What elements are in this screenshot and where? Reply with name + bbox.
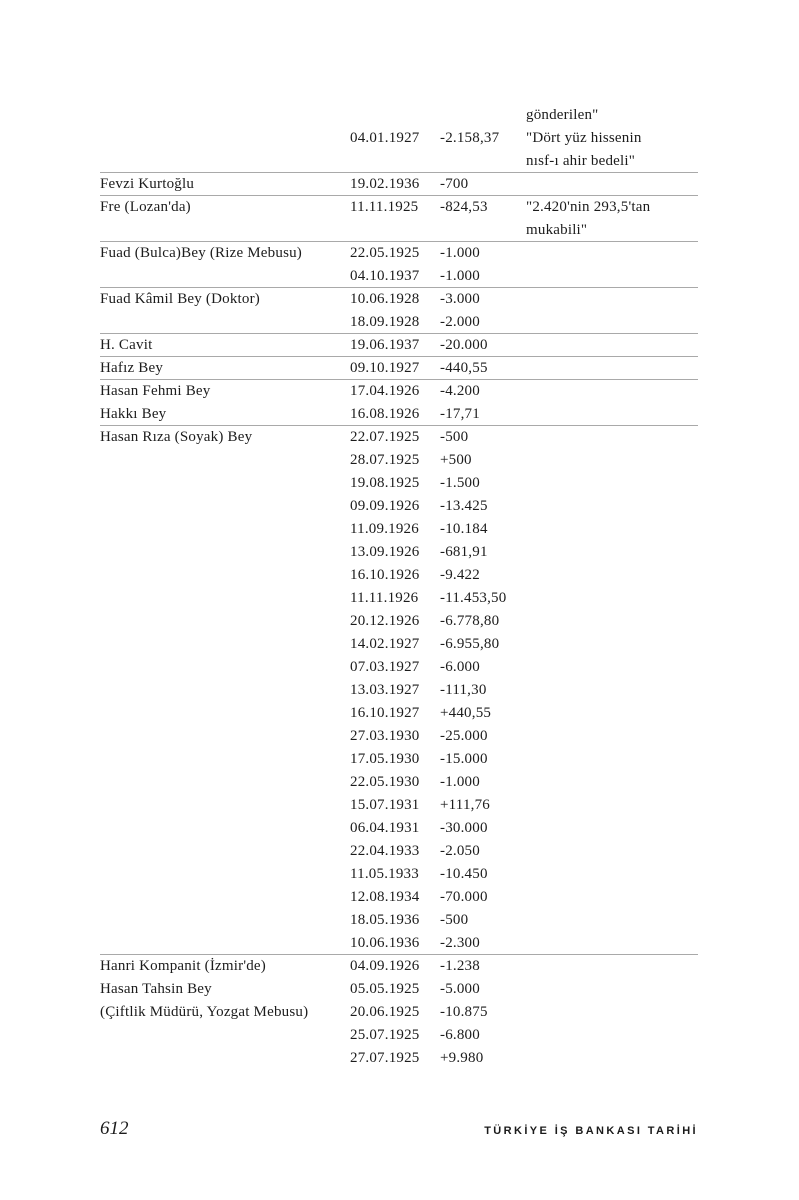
table-row: [100, 127, 698, 150]
table-row: [100, 150, 698, 173]
table-row: [100, 495, 698, 518]
table-section: [100, 954, 698, 1070]
cell-name: Hakkı Bey: [100, 406, 167, 422]
cell-amount: -20.000: [440, 337, 488, 353]
book-title: TÜRKİYE İŞ BANKASI TARİHİ: [484, 1125, 698, 1137]
table-row: [100, 656, 698, 679]
cell-date: 27.07.1925: [350, 1050, 420, 1066]
cell-date: 19.02.1936: [350, 176, 420, 192]
table-row: [100, 702, 698, 725]
table-row: [100, 219, 698, 242]
cell-amount: -1.500: [440, 475, 480, 491]
cell-date: 18.09.1928: [350, 314, 420, 330]
table-section: [100, 287, 698, 334]
cell-amount: -2.158,37: [440, 130, 500, 146]
cell-name: Hasan Rıza (Soyak) Bey: [100, 429, 253, 445]
cell-date: 14.02.1927: [350, 636, 420, 652]
cell-amount: -10.875: [440, 1004, 488, 1020]
table-row: [100, 380, 698, 403]
table-row: [100, 518, 698, 541]
table-row: [100, 840, 698, 863]
table-row: [100, 679, 698, 702]
cell-date: 10.06.1936: [350, 935, 420, 951]
table-row: [100, 794, 698, 817]
cell-amount: -13.425: [440, 498, 488, 514]
cell-amount: +9.980: [440, 1050, 484, 1066]
table-row: [100, 932, 698, 955]
cell-date: 27.03.1930: [350, 728, 420, 744]
cell-amount: -10.450: [440, 866, 488, 882]
cell-amount: -1.000: [440, 774, 480, 790]
cell-date: 05.05.1925: [350, 981, 420, 997]
table-row: [100, 886, 698, 909]
cell-amount: +440,55: [440, 705, 492, 721]
table-row: [100, 104, 698, 127]
cell-note: nısf-ı ahir bedeli": [526, 153, 636, 169]
cell-amount: -2.000: [440, 314, 480, 330]
cell-date: 09.09.1926: [350, 498, 420, 514]
cell-amount: -2.300: [440, 935, 480, 951]
cell-date: 11.09.1926: [350, 521, 419, 537]
table-row: [100, 955, 698, 978]
cell-amount: -6.778,80: [440, 613, 500, 629]
table-section: [100, 172, 698, 196]
cell-date: 22.04.1933: [350, 843, 420, 859]
cell-date: 22.05.1930: [350, 774, 420, 790]
cell-amount: -1.000: [440, 268, 480, 284]
cell-date: 07.03.1927: [350, 659, 420, 675]
cell-date: 28.07.1925: [350, 452, 420, 468]
table-row: [100, 863, 698, 886]
table-section: [100, 104, 698, 173]
cell-date: 20.12.1926: [350, 613, 420, 629]
cell-amount: -17,71: [440, 406, 480, 422]
cell-name: Hanri Kompanit (İzmir'de): [100, 958, 266, 974]
cell-amount: -824,53: [440, 199, 488, 215]
cell-name: Fre (Lozan'da): [100, 199, 191, 215]
cell-date: 16.10.1927: [350, 705, 420, 721]
cell-date: 16.08.1926: [350, 406, 420, 422]
table-row: [100, 196, 698, 219]
cell-note: gönderilen": [526, 107, 599, 123]
cell-amount: -15.000: [440, 751, 488, 767]
table-section: [100, 379, 698, 426]
cell-date: 04.01.1927: [350, 130, 420, 146]
table-row: [100, 242, 698, 265]
table-row: [100, 311, 698, 334]
table-row: [100, 403, 698, 426]
table-row: [100, 449, 698, 472]
cell-date: 25.07.1925: [350, 1027, 420, 1043]
table-section: [100, 425, 698, 955]
cell-amount: -2.050: [440, 843, 480, 859]
cell-amount: -9.422: [440, 567, 480, 583]
table-section: [100, 241, 698, 288]
cell-amount: -10.184: [440, 521, 488, 537]
cell-amount: +111,76: [440, 797, 490, 813]
cell-amount: -6.800: [440, 1027, 480, 1043]
table-row: [100, 909, 698, 932]
page-number: 612: [100, 1118, 129, 1139]
table-row: [100, 633, 698, 656]
cell-name: H. Cavit: [100, 337, 153, 353]
table-row: [100, 1001, 698, 1024]
table-row: [100, 771, 698, 794]
table-row: [100, 426, 698, 449]
cell-amount: -681,91: [440, 544, 488, 560]
cell-amount: -70.000: [440, 889, 488, 905]
cell-date: 13.03.1927: [350, 682, 420, 698]
table-row: [100, 610, 698, 633]
cell-date: 17.05.1930: [350, 751, 420, 767]
cell-amount: -440,55: [440, 360, 488, 376]
cell-amount: -1.000: [440, 245, 480, 261]
cell-date: 22.05.1925: [350, 245, 420, 261]
cell-amount: -500: [440, 429, 469, 445]
table-row: [100, 541, 698, 564]
cell-amount: -30.000: [440, 820, 488, 836]
cell-amount: -5.000: [440, 981, 480, 997]
cell-date: 15.07.1931: [350, 797, 420, 813]
table-row: [100, 1047, 698, 1070]
cell-name: Fuad Kâmil Bey (Doktor): [100, 291, 260, 307]
cell-date: 22.07.1925: [350, 429, 420, 445]
table-row: [100, 748, 698, 771]
cell-amount: -11.453,50: [440, 590, 507, 606]
cell-amount: -500: [440, 912, 469, 928]
cell-date: 11.05.1933: [350, 866, 419, 882]
cell-date: 11.11.1926: [350, 590, 419, 606]
cell-amount: -6.955,80: [440, 636, 500, 652]
cell-name: Hafız Bey: [100, 360, 164, 376]
table-row: [100, 564, 698, 587]
cell-date: 09.10.1927: [350, 360, 420, 376]
table-section: [100, 356, 698, 380]
cell-name: Fuad (Bulca)Bey (Rize Mebusu): [100, 245, 303, 261]
cell-date: 11.11.1925: [350, 199, 419, 215]
cell-date: 04.09.1926: [350, 958, 420, 974]
cell-date: 17.04.1926: [350, 383, 420, 399]
table-row: [100, 357, 698, 380]
cell-name: Hasan Tahsin Bey: [100, 981, 212, 997]
table-row: [100, 288, 698, 311]
cell-date: 04.10.1937: [350, 268, 420, 284]
table-row: [100, 725, 698, 748]
table-row: [100, 472, 698, 495]
cell-amount: -4.200: [440, 383, 480, 399]
table-section: [100, 333, 698, 357]
cell-amount: +500: [440, 452, 472, 468]
cell-amount: -3.000: [440, 291, 480, 307]
table-row: [100, 173, 698, 196]
cell-name: Hasan Fehmi Bey: [100, 383, 211, 399]
cell-amount: -111,30: [440, 682, 487, 698]
cell-date: 12.08.1934: [350, 889, 420, 905]
cell-name: Fevzi Kurtoğlu: [100, 176, 195, 192]
cell-date: 06.04.1931: [350, 820, 420, 836]
cell-amount: -700: [440, 176, 469, 192]
cell-date: 20.06.1925: [350, 1004, 420, 1020]
table-row: [100, 1024, 698, 1047]
cell-note: "Dört yüz hissenin: [526, 130, 642, 146]
table-row: [100, 817, 698, 840]
cell-date: 16.10.1926: [350, 567, 420, 583]
page-footer: [100, 1118, 698, 1140]
table-row: [100, 587, 698, 610]
table-row: [100, 978, 698, 1001]
table-section: [100, 195, 698, 242]
cell-date: 10.06.1928: [350, 291, 420, 307]
cell-note: "2.420'nin 293,5'tan: [526, 199, 651, 215]
cell-date: 19.08.1925: [350, 475, 420, 491]
cell-amount: -6.000: [440, 659, 480, 675]
cell-amount: -25.000: [440, 728, 488, 744]
cell-name: (Çiftlik Müdürü, Yozgat Mebusu): [100, 1004, 309, 1020]
cell-date: 18.05.1936: [350, 912, 420, 928]
table-row: [100, 334, 698, 357]
cell-date: 13.09.1926: [350, 544, 420, 560]
cell-amount: -1.238: [440, 958, 480, 974]
table-row: [100, 265, 698, 288]
cell-date: 19.06.1937: [350, 337, 420, 353]
ledger-table: [100, 104, 698, 1070]
cell-note: mukabili": [526, 222, 588, 238]
